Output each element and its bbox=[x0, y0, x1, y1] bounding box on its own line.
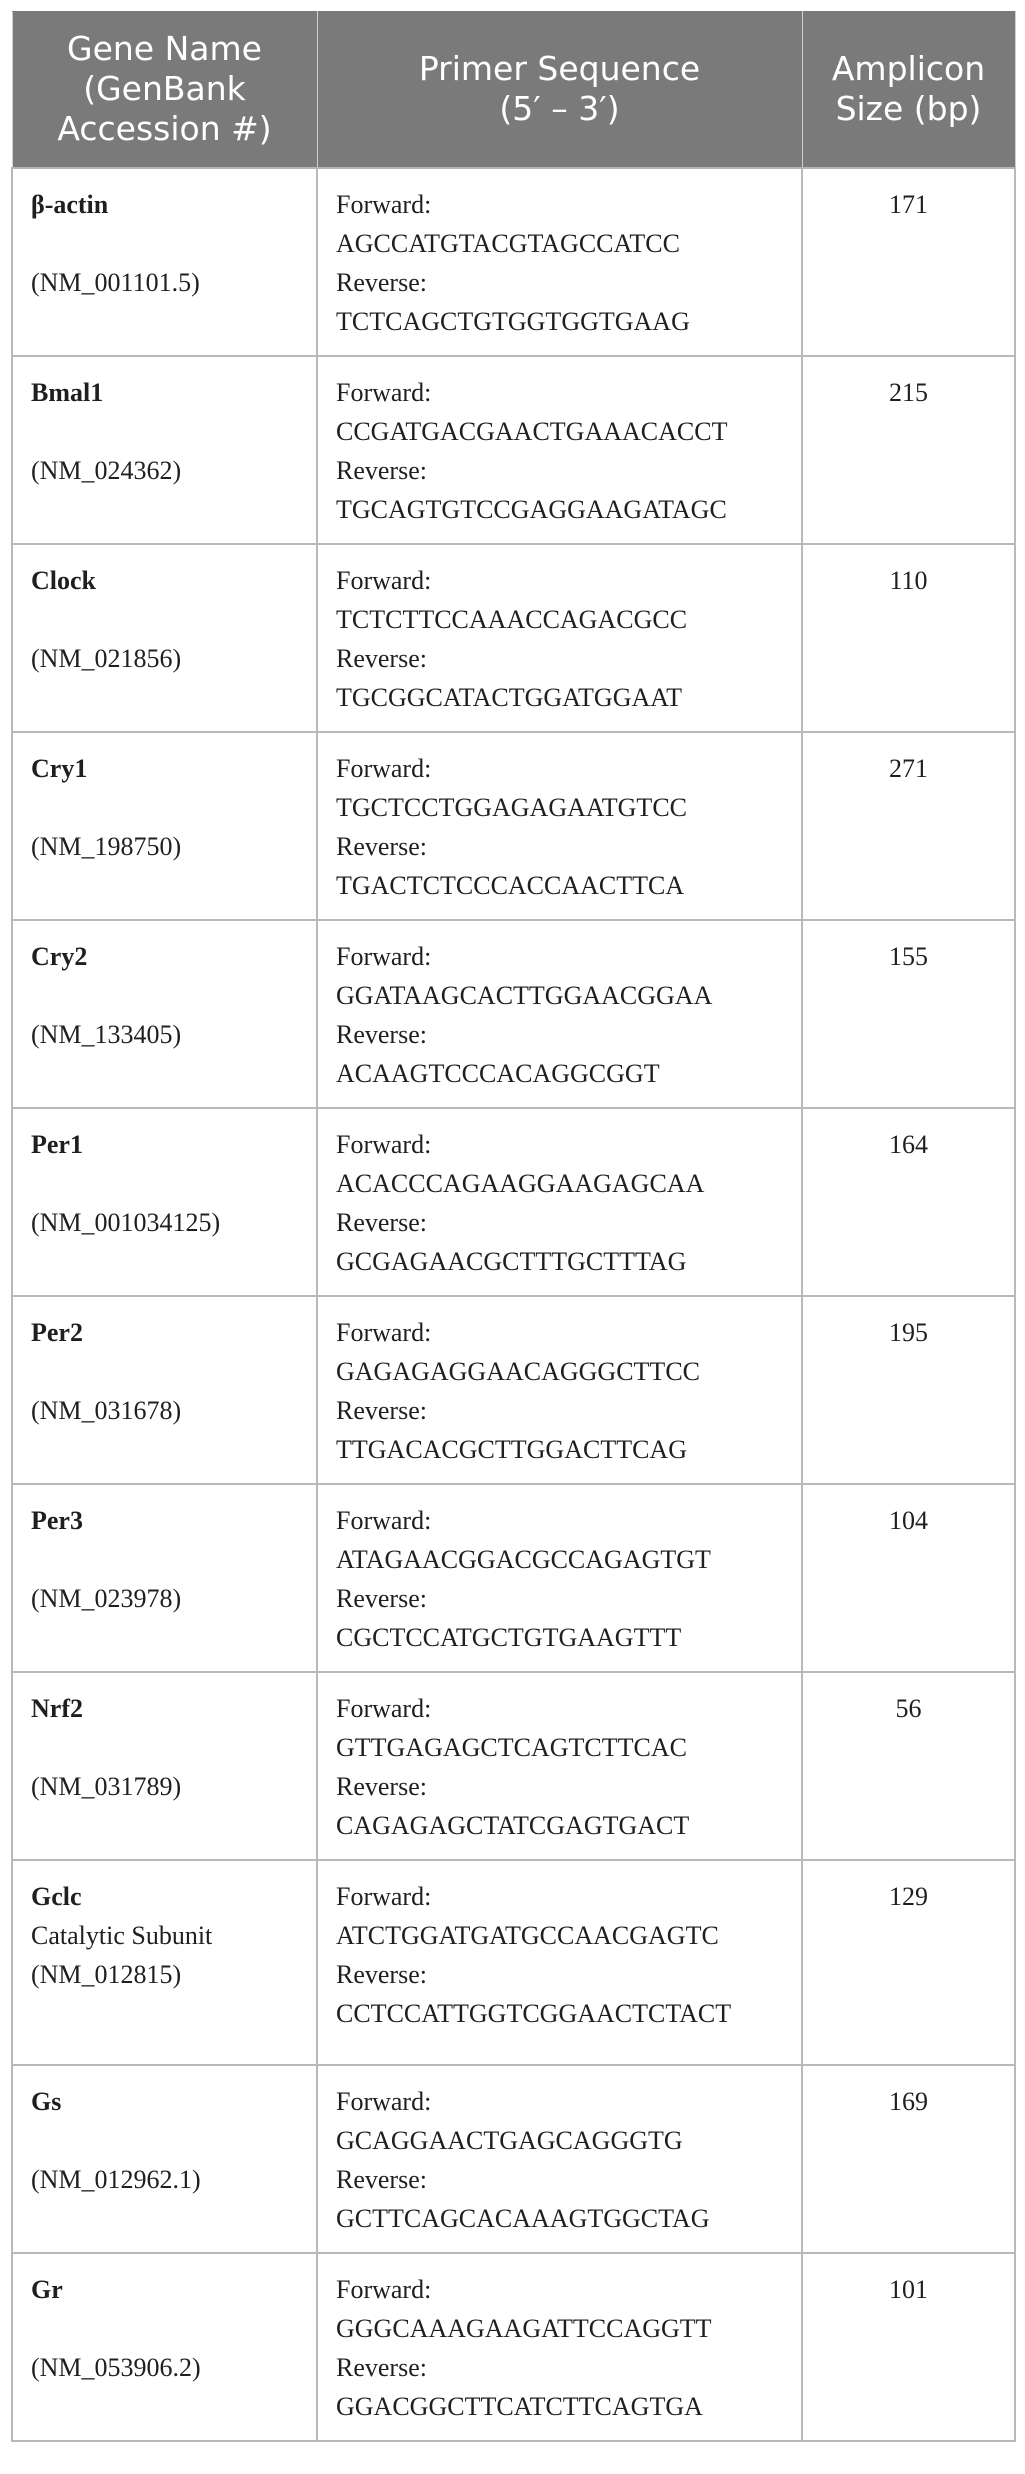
gene-name: Bmal1 bbox=[31, 377, 104, 407]
gene-name: Gclc bbox=[31, 1881, 82, 1911]
amplicon-size: 195 bbox=[802, 1296, 1015, 1484]
primer-cell bbox=[317, 1484, 802, 1672]
reverse-primer: GGACGGCTTCATCTTCAGTGA bbox=[336, 2391, 703, 2421]
gene-cell bbox=[12, 2253, 317, 2441]
forward-label: Forward: bbox=[336, 1129, 432, 1159]
reverse-primer: TGACTCTCCCACCAACTTCA bbox=[336, 870, 685, 900]
gene-name: Gs bbox=[31, 2086, 62, 2116]
gene-spacer bbox=[31, 2121, 298, 2160]
reverse-primer: TTGACACGCTTGGACTTCAG bbox=[336, 1434, 687, 1464]
forward-label: Forward: bbox=[336, 2274, 432, 2304]
table-row bbox=[12, 1484, 1015, 1672]
gene-spacer bbox=[31, 224, 298, 263]
forward-primer: CCGATGACGAACTGAAACACCT bbox=[336, 416, 728, 446]
gene-cell bbox=[12, 2065, 317, 2253]
reverse-label: Reverse: bbox=[336, 2164, 427, 2194]
primer-cell bbox=[317, 168, 802, 356]
gene-spacer bbox=[31, 2309, 298, 2348]
table-row bbox=[12, 920, 1015, 1108]
forward-label: Forward: bbox=[336, 189, 432, 219]
table-row bbox=[12, 544, 1015, 732]
gene-name: Per1 bbox=[31, 1129, 83, 1159]
header-gene-name bbox=[12, 12, 317, 168]
header-primer-sequence-line: Primer Sequence bbox=[418, 49, 701, 89]
accession-number: (NM_024362) bbox=[31, 455, 182, 485]
reverse-primer: GCGAGAACGCTTTGCTTTAG bbox=[336, 1246, 687, 1276]
gene-cell bbox=[12, 1860, 317, 2065]
gene-name: Clock bbox=[31, 565, 96, 595]
amplicon-size: 104 bbox=[802, 1484, 1015, 1672]
gene-cell bbox=[12, 168, 317, 356]
primer-cell bbox=[317, 544, 802, 732]
forward-primer: GGGCAAAGAAGATTCCAGGTT bbox=[336, 2313, 712, 2343]
primer-cell bbox=[317, 356, 802, 544]
table-row bbox=[12, 356, 1015, 544]
gene-name: Per2 bbox=[31, 1317, 83, 1347]
header-gene-name-line: (GenBank bbox=[83, 69, 246, 109]
forward-primer: GAGAGAGGAACAGGGCTTCC bbox=[336, 1356, 700, 1386]
amplicon-size: 155 bbox=[802, 920, 1015, 1108]
amplicon-size: 129 bbox=[802, 1860, 1015, 2065]
accession-number: (NM_001034125) bbox=[31, 1207, 221, 1237]
accession-number: (NM_012962.1) bbox=[31, 2164, 201, 2194]
header-gene-name-line: Accession #) bbox=[57, 109, 272, 149]
accession-number: (NM_012815) bbox=[31, 1959, 182, 1989]
amplicon-size: 56 bbox=[802, 1672, 1015, 1860]
accession-number: (NM_198750) bbox=[31, 831, 182, 861]
reverse-label: Reverse: bbox=[336, 2352, 427, 2382]
amplicon-size: 169 bbox=[802, 2065, 1015, 2253]
forward-primer: GCAGGAACTGAGCAGGGTG bbox=[336, 2125, 683, 2155]
primer-cell bbox=[317, 1672, 802, 1860]
primer-cell bbox=[317, 1108, 802, 1296]
header-row bbox=[12, 12, 1015, 168]
gene-name: Nrf2 bbox=[31, 1693, 83, 1723]
table-row bbox=[12, 168, 1015, 356]
forward-primer: GGATAAGCACTTGGAACGGAA bbox=[336, 980, 713, 1010]
gene-spacer bbox=[31, 1164, 298, 1203]
reverse-label: Reverse: bbox=[336, 267, 427, 297]
gene-spacer bbox=[31, 600, 298, 639]
forward-primer: TGCTCCTGGAGAGAATGTCC bbox=[336, 792, 687, 822]
forward-label: Forward: bbox=[336, 941, 432, 971]
primer-cell bbox=[317, 732, 802, 920]
gene-spacer bbox=[31, 1540, 298, 1579]
reverse-label: Reverse: bbox=[336, 1583, 427, 1613]
reverse-label: Reverse: bbox=[336, 831, 427, 861]
forward-label: Forward: bbox=[336, 753, 432, 783]
accession-number: (NM_001101.5) bbox=[31, 267, 200, 297]
gene-spacer bbox=[31, 1352, 298, 1391]
gene-name: Per3 bbox=[31, 1505, 83, 1535]
amplicon-size: 164 bbox=[802, 1108, 1015, 1296]
forward-label: Forward: bbox=[336, 377, 432, 407]
reverse-primer: TGCAGTGTCCGAGGAAGATAGC bbox=[336, 494, 727, 524]
gene-name: β-actin bbox=[31, 189, 109, 219]
forward-primer: AGCCATGTACGTAGCCATCC bbox=[336, 228, 680, 258]
reverse-label: Reverse: bbox=[336, 643, 427, 673]
accession-number: (NM_053906.2) bbox=[31, 2352, 201, 2382]
header-amplicon-size-line: Amplicon bbox=[831, 49, 986, 89]
primer-cell bbox=[317, 1860, 802, 2065]
header-amplicon-size bbox=[802, 12, 1015, 168]
reverse-label: Reverse: bbox=[336, 1771, 427, 1801]
amplicon-size: 110 bbox=[802, 544, 1015, 732]
table-row bbox=[12, 1108, 1015, 1296]
gene-spacer bbox=[31, 1728, 298, 1767]
reverse-label: Reverse: bbox=[336, 1207, 427, 1237]
reverse-primer: CCTCCATTGGTCGGAACTCTACT bbox=[336, 1998, 732, 2028]
header-amplicon-size-line: Size (bp) bbox=[835, 89, 982, 129]
primer-table bbox=[11, 11, 1016, 2442]
table-row bbox=[12, 2253, 1015, 2441]
primer-cell bbox=[317, 2253, 802, 2441]
gene-spacer bbox=[31, 412, 298, 451]
reverse-label: Reverse: bbox=[336, 1019, 427, 1049]
table-row bbox=[12, 1860, 1015, 2065]
primer-cell bbox=[317, 2065, 802, 2253]
table-row bbox=[12, 2065, 1015, 2253]
forward-primer: ATAGAACGGACGCCAGAGTGT bbox=[336, 1544, 711, 1574]
reverse-primer: ACAAGTCCCACAGGCGGT bbox=[336, 1058, 660, 1088]
amplicon-size: 171 bbox=[802, 168, 1015, 356]
reverse-primer: CGCTCCATGCTGTGAAGTTT bbox=[336, 1622, 682, 1652]
forward-label: Forward: bbox=[336, 565, 432, 595]
forward-label: Forward: bbox=[336, 1693, 432, 1723]
gene-spacer bbox=[31, 976, 298, 1015]
header-gene-name-line: Gene Name bbox=[67, 29, 262, 69]
reverse-primer: TCTCAGCTGTGGTGGTGAAG bbox=[336, 306, 690, 336]
table-row bbox=[12, 732, 1015, 920]
gene-cell bbox=[12, 1296, 317, 1484]
reverse-primer: GCTTCAGCACAAAGTGGCTAG bbox=[336, 2203, 710, 2233]
reverse-primer: TGCGGCATACTGGATGGAAT bbox=[336, 682, 683, 712]
gene-cell bbox=[12, 544, 317, 732]
table-row bbox=[12, 1672, 1015, 1860]
accession-number: (NM_133405) bbox=[31, 1019, 182, 1049]
reverse-label: Reverse: bbox=[336, 1959, 427, 1989]
amplicon-size: 101 bbox=[802, 2253, 1015, 2441]
gene-name: Cry2 bbox=[31, 941, 88, 971]
reverse-primer: CAGAGAGCTATCGAGTGACT bbox=[336, 1810, 690, 1840]
header-primer-sequence-line: (5′ – 3′) bbox=[499, 89, 620, 129]
table-body bbox=[12, 168, 1015, 2441]
gene-name: Cry1 bbox=[31, 753, 88, 783]
gene-cell bbox=[12, 356, 317, 544]
primer-cell bbox=[317, 920, 802, 1108]
reverse-label: Reverse: bbox=[336, 1395, 427, 1425]
accession-number: (NM_021856) bbox=[31, 643, 182, 673]
forward-primer: TCTCTTCCAAACCAGACGCC bbox=[336, 604, 688, 634]
amplicon-size: 271 bbox=[802, 732, 1015, 920]
forward-label: Forward: bbox=[336, 1881, 432, 1911]
gene-name: Gr bbox=[31, 2274, 63, 2304]
amplicon-size: 215 bbox=[802, 356, 1015, 544]
forward-primer: ACACCCAGAAGGAAGAGCAA bbox=[336, 1168, 705, 1198]
gene-cell bbox=[12, 920, 317, 1108]
gene-cell bbox=[12, 1672, 317, 1860]
accession-number: (NM_031789) bbox=[31, 1771, 182, 1801]
forward-label: Forward: bbox=[336, 2086, 432, 2116]
primer-cell bbox=[317, 1296, 802, 1484]
forward-label: Forward: bbox=[336, 1317, 432, 1347]
accession-number: (NM_023978) bbox=[31, 1583, 182, 1613]
accession-number: (NM_031678) bbox=[31, 1395, 182, 1425]
gene-cell bbox=[12, 1484, 317, 1672]
gene-cell bbox=[12, 1108, 317, 1296]
gene-subtitle: Catalytic Subunit bbox=[31, 1920, 213, 1950]
reverse-label: Reverse: bbox=[336, 455, 427, 485]
gene-cell bbox=[12, 732, 317, 920]
header-primer-sequence bbox=[317, 12, 802, 168]
table-row bbox=[12, 1296, 1015, 1484]
forward-primer: GTTGAGAGCTCAGTCTTCAC bbox=[336, 1732, 687, 1762]
gene-spacer bbox=[31, 788, 298, 827]
forward-label: Forward: bbox=[336, 1505, 432, 1535]
forward-primer: ATCTGGATGATGCCAACGAGTC bbox=[336, 1920, 719, 1950]
